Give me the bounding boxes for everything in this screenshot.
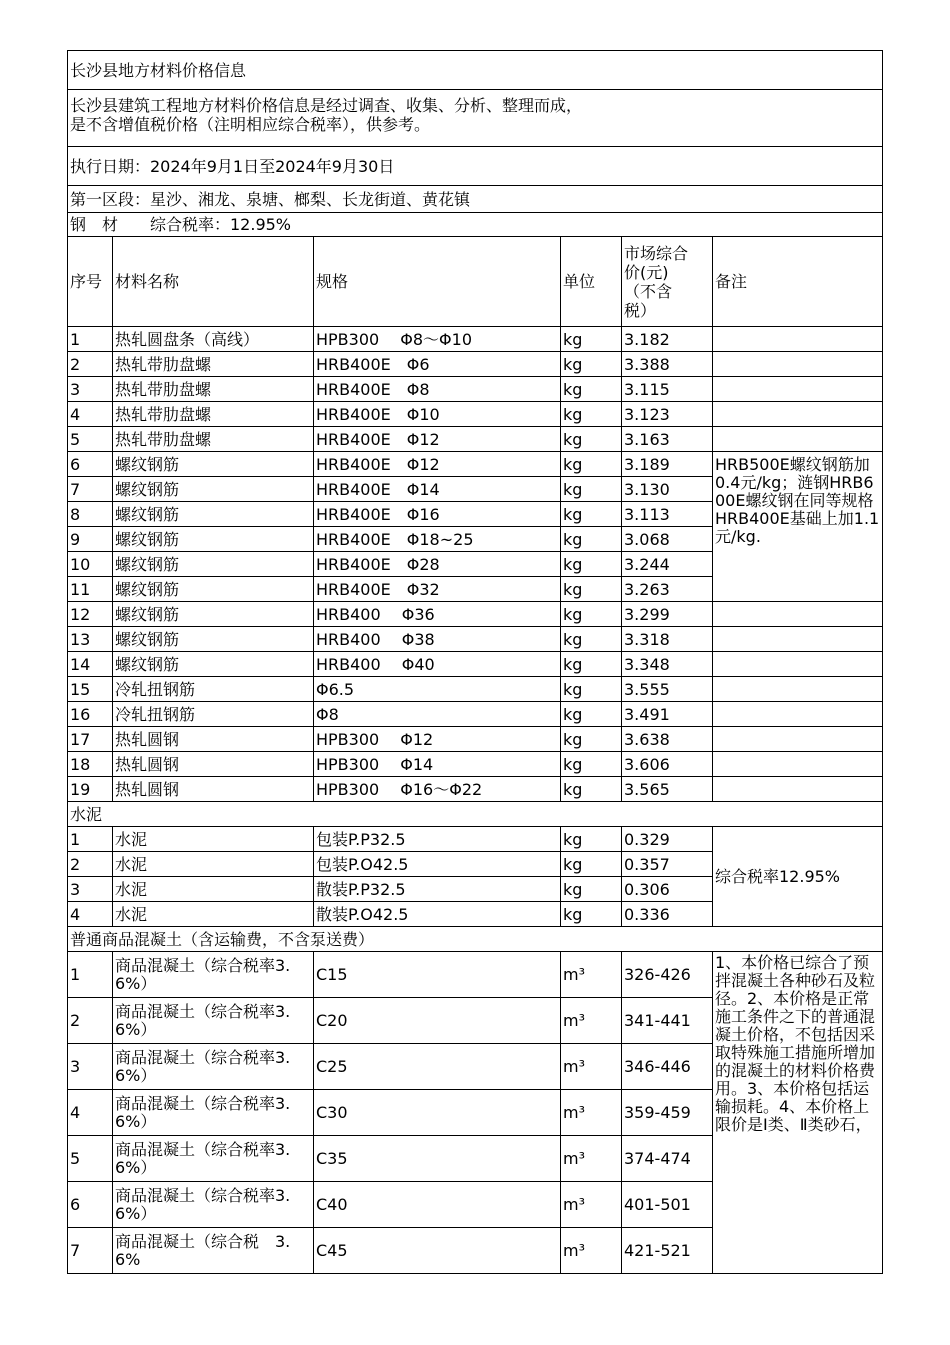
row-remark — [713, 727, 883, 752]
row-no: 2 — [68, 852, 113, 877]
row-remark — [713, 402, 883, 427]
row-remark — [713, 602, 883, 627]
row-no: 11 — [68, 577, 113, 602]
steel-row — [68, 327, 883, 352]
row-price: 3.189 — [622, 452, 713, 477]
row-name: 螺纹钢筋 — [113, 527, 314, 552]
row-price: 421-521 — [622, 1228, 713, 1274]
row-no: 5 — [68, 1136, 113, 1182]
cement-remark: 综合税率12.95% — [713, 827, 883, 927]
row-no: 8 — [68, 502, 113, 527]
cement-heading: 水泥 — [68, 802, 883, 827]
zone-label: 第一区段：星沙、湘龙、泉塘、榔梨、长龙街道、黄花镇 — [68, 186, 883, 213]
row-name: 冷轧扭钢筋 — [113, 677, 314, 702]
row-spec: HRB400E Φ18~25 — [314, 527, 561, 552]
row-spec: HRB400E Φ14 — [314, 477, 561, 502]
price-sheet — [67, 50, 882, 1274]
row-no: 5 — [68, 427, 113, 452]
row-unit: m³ — [561, 1090, 622, 1136]
steel-row — [68, 452, 883, 477]
steel-row — [68, 727, 883, 752]
row-name: 螺纹钢筋 — [113, 602, 314, 627]
row-remark — [713, 377, 883, 402]
row-unit: kg — [561, 627, 622, 652]
concrete-remark: 1、本价格已综合了预拌混凝土各种砂石及粒径。2、本价格是正常施工条件之下的普通混凝土价格，不包括因采取特殊施工措施所增加的混凝土的材料价格费用。3、本价格包括运输损耗。4、本价格上限价是Ⅰ类、Ⅱ类砂石， — [713, 952, 883, 1274]
row-price: 3.163 — [622, 427, 713, 452]
row-unit: kg — [561, 602, 622, 627]
row-no: 17 — [68, 727, 113, 752]
row-name: 螺纹钢筋 — [113, 552, 314, 577]
header-no: 序号 — [68, 237, 113, 327]
row-no: 3 — [68, 377, 113, 402]
row-price: 326-426 — [622, 952, 713, 998]
row-spec: 散装P.O42.5 — [314, 902, 561, 927]
steel-heading: 钢 材 综合税率：12.95% — [68, 213, 883, 237]
row-unit: m³ — [561, 1182, 622, 1228]
row-spec: 包装P.O42.5 — [314, 852, 561, 877]
row-no: 4 — [68, 902, 113, 927]
concrete-heading: 普通商品混凝土（含运输费，不含泵送费） — [68, 927, 883, 952]
row-name: 水泥 — [113, 827, 314, 852]
row-spec: HRB400E Φ6 — [314, 352, 561, 377]
row-name: 螺纹钢筋 — [113, 577, 314, 602]
row-unit: kg — [561, 702, 622, 727]
row-unit: m³ — [561, 1044, 622, 1090]
row-no: 14 — [68, 652, 113, 677]
row-unit: kg — [561, 577, 622, 602]
row-unit: kg — [561, 352, 622, 377]
header-name: 材料名称 — [113, 237, 314, 327]
row-price: 3.115 — [622, 377, 713, 402]
row-price: 3.388 — [622, 352, 713, 377]
row-no: 1 — [68, 952, 113, 998]
row-name: 商品混凝土（综合税率3.6%） — [113, 1044, 314, 1090]
header-price-l3: （不含 — [624, 281, 673, 301]
row-price: 3.263 — [622, 577, 713, 602]
row-unit: kg — [561, 652, 622, 677]
row-spec: HRB400E Φ10 — [314, 402, 561, 427]
header-price-l4: 税） — [624, 300, 657, 320]
row-spec: C20 — [314, 998, 561, 1044]
row-no: 3 — [68, 1044, 113, 1090]
header-price-l2: 价(元) — [624, 262, 669, 282]
row-name: 水泥 — [113, 852, 314, 877]
row-price: 3.565 — [622, 777, 713, 802]
row-spec: HRB400E Φ8 — [314, 377, 561, 402]
row-price: 341-441 — [622, 998, 713, 1044]
steel-row — [68, 777, 883, 802]
row-spec: HRB400E Φ28 — [314, 552, 561, 577]
row-spec: HRB400 Φ40 — [314, 652, 561, 677]
row-name: 螺纹钢筋 — [113, 627, 314, 652]
header-price — [622, 237, 713, 327]
row-name: 螺纹钢筋 — [113, 652, 314, 677]
row-name: 水泥 — [113, 877, 314, 902]
row-price: 3.348 — [622, 652, 713, 677]
row-price: 3.491 — [622, 702, 713, 727]
row-unit: kg — [561, 327, 622, 352]
row-name: 水泥 — [113, 902, 314, 927]
row-unit: kg — [561, 477, 622, 502]
row-price: 3.068 — [622, 527, 713, 552]
row-no: 2 — [68, 998, 113, 1044]
row-unit: kg — [561, 677, 622, 702]
intro-line-2: 是不含增值税价格（注明相应综合税率），供参考。 — [70, 115, 431, 134]
row-price: 346-446 — [622, 1044, 713, 1090]
row-unit: m³ — [561, 998, 622, 1044]
row-spec: 散装P.P32.5 — [314, 877, 561, 902]
row-spec: C40 — [314, 1182, 561, 1228]
sheet-title: 长沙县地方材料价格信息 — [68, 51, 883, 90]
row-remark — [713, 777, 883, 802]
row-name: 热轧圆钢 — [113, 752, 314, 777]
row-name: 商品混凝土（综合税率3.6%） — [113, 998, 314, 1044]
intro-line-1: 长沙县建筑工程地方材料价格信息是经过调查、收集、分析、整理而成， — [70, 96, 583, 115]
row-no: 1 — [68, 327, 113, 352]
row-price: 3.182 — [622, 327, 713, 352]
row-spec: 包装P.P32.5 — [314, 827, 561, 852]
row-name: 冷轧扭钢筋 — [113, 702, 314, 727]
row-price: 3.318 — [622, 627, 713, 652]
steel-row — [68, 652, 883, 677]
row-remark — [713, 627, 883, 652]
row-no: 12 — [68, 602, 113, 627]
row-price: 0.357 — [622, 852, 713, 877]
row-unit: m³ — [561, 952, 622, 998]
row-spec: HRB400 Φ36 — [314, 602, 561, 627]
row-name: 热轧带肋盘螺 — [113, 402, 314, 427]
row-spec: HPB300 Φ8～Φ10 — [314, 327, 561, 352]
row-no: 4 — [68, 1090, 113, 1136]
steel-row — [68, 752, 883, 777]
row-remark — [713, 352, 883, 377]
row-name: 螺纹钢筋 — [113, 452, 314, 477]
row-no: 7 — [68, 1228, 113, 1274]
row-remark — [713, 752, 883, 777]
row-price: 401-501 — [622, 1182, 713, 1228]
intro-text — [68, 90, 883, 147]
row-spec: HRB400E Φ12 — [314, 452, 561, 477]
row-name: 商品混凝土（综合税率3.6%） — [113, 1136, 314, 1182]
row-unit: kg — [561, 377, 622, 402]
row-unit: kg — [561, 527, 622, 552]
row-name: 热轧带肋盘螺 — [113, 352, 314, 377]
row-name: 热轧带肋盘螺 — [113, 377, 314, 402]
row-no: 7 — [68, 477, 113, 502]
row-price: 3.299 — [622, 602, 713, 627]
row-remark — [713, 327, 883, 352]
header-price-l1: 市场综合 — [624, 243, 689, 263]
row-no: 6 — [68, 452, 113, 477]
row-remark — [713, 427, 883, 452]
row-price: 3.638 — [622, 727, 713, 752]
row-no: 16 — [68, 702, 113, 727]
row-no: 1 — [68, 827, 113, 852]
row-unit: kg — [561, 902, 622, 927]
steel-row — [68, 352, 883, 377]
row-no: 2 — [68, 352, 113, 377]
row-name: 热轧圆钢 — [113, 727, 314, 752]
row-name: 螺纹钢筋 — [113, 502, 314, 527]
row-no: 19 — [68, 777, 113, 802]
row-name: 热轧圆钢 — [113, 777, 314, 802]
row-spec: Φ6.5 — [314, 677, 561, 702]
row-spec: HPB300 Φ14 — [314, 752, 561, 777]
row-unit: kg — [561, 852, 622, 877]
row-spec: HPB300 Φ16～Φ22 — [314, 777, 561, 802]
row-no: 3 — [68, 877, 113, 902]
row-no: 4 — [68, 402, 113, 427]
row-spec: Φ8 — [314, 702, 561, 727]
steel-row — [68, 627, 883, 652]
row-no: 9 — [68, 527, 113, 552]
row-unit: kg — [561, 877, 622, 902]
row-price: 359-459 — [622, 1090, 713, 1136]
row-price: 0.329 — [622, 827, 713, 852]
row-no: 15 — [68, 677, 113, 702]
cement-row — [68, 827, 883, 852]
row-spec: HRB400E Φ16 — [314, 502, 561, 527]
steel-row — [68, 677, 883, 702]
row-price: 0.336 — [622, 902, 713, 927]
row-unit: kg — [561, 402, 622, 427]
row-name: 热轧带肋盘螺 — [113, 427, 314, 452]
row-name: 螺纹钢筋 — [113, 477, 314, 502]
row-price: 3.113 — [622, 502, 713, 527]
row-name: 商品混凝土（综合税率3.6%） — [113, 1182, 314, 1228]
row-spec: HRB400 Φ38 — [314, 627, 561, 652]
row-unit: kg — [561, 452, 622, 477]
row-unit: kg — [561, 427, 622, 452]
row-no: 10 — [68, 552, 113, 577]
row-no: 6 — [68, 1182, 113, 1228]
row-unit: kg — [561, 752, 622, 777]
concrete-row — [68, 952, 883, 998]
row-spec: C35 — [314, 1136, 561, 1182]
row-name: 热轧圆盘条（高线） — [113, 327, 314, 352]
row-price: 3.244 — [622, 552, 713, 577]
row-price: 3.130 — [622, 477, 713, 502]
row-spec: HRB400E Φ32 — [314, 577, 561, 602]
row-remark — [713, 652, 883, 677]
row-price: 3.555 — [622, 677, 713, 702]
row-remark — [713, 702, 883, 727]
exec-date: 执行日期：2024年9月1日至2024年9月30日 — [68, 147, 883, 186]
row-spec: HRB400E Φ12 — [314, 427, 561, 452]
row-price: 3.606 — [622, 752, 713, 777]
row-spec: C25 — [314, 1044, 561, 1090]
row-spec: C45 — [314, 1228, 561, 1274]
row-no: 13 — [68, 627, 113, 652]
price-table — [67, 50, 883, 1274]
row-price: 0.306 — [622, 877, 713, 902]
steel-row — [68, 402, 883, 427]
row-price: 374-474 — [622, 1136, 713, 1182]
row-unit: m³ — [561, 1228, 622, 1274]
steel-row — [68, 377, 883, 402]
row-name: 商品混凝土（综合税 3.6% — [113, 1228, 314, 1274]
row-remark — [713, 677, 883, 702]
steel-row — [68, 602, 883, 627]
row-name: 商品混凝土（综合税率3.6%） — [113, 952, 314, 998]
header-unit: 单位 — [561, 237, 622, 327]
steel-row — [68, 702, 883, 727]
row-unit: kg — [561, 777, 622, 802]
row-unit: m³ — [561, 1136, 622, 1182]
row-name: 商品混凝土（综合税率3.6%） — [113, 1090, 314, 1136]
row-spec: C30 — [314, 1090, 561, 1136]
row-spec: HPB300 Φ12 — [314, 727, 561, 752]
steel-row — [68, 427, 883, 452]
row-unit: kg — [561, 502, 622, 527]
row-unit: kg — [561, 827, 622, 852]
row-unit: kg — [561, 552, 622, 577]
row-spec: C15 — [314, 952, 561, 998]
row-price: 3.123 — [622, 402, 713, 427]
header-spec: 规格 — [314, 237, 561, 327]
header-remark: 备注 — [713, 237, 883, 327]
steel-remark: HRB500E螺纹钢筋加0.4元/kg；涟钢HRB600E螺纹钢在同等规格HRB400E基础上加1.1元/kg. — [713, 452, 883, 602]
row-no: 18 — [68, 752, 113, 777]
row-unit: kg — [561, 727, 622, 752]
